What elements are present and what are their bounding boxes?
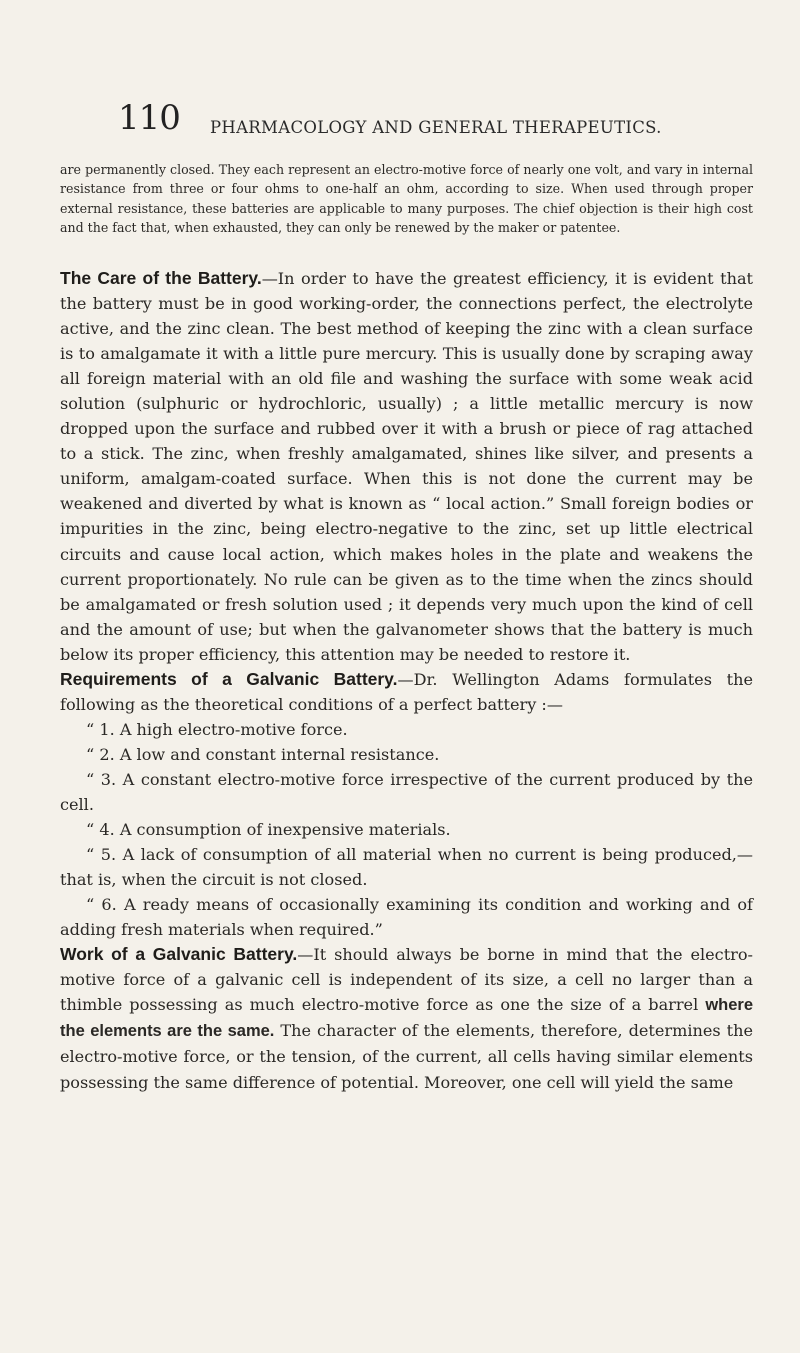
page-number: 110 — [118, 98, 180, 138]
work-emphasis: where the elements are the same. — [60, 996, 753, 1041]
work-text-after: The character of the elements, therefore, determines the electro-motive force, or the tension, of the current, all cells having similar elements possessing the same difference of potential. Moreover, one cell will yield the same — [60, 1021, 753, 1092]
requirement-item: “ 4. A consumption of inexpensive materials. — [86, 820, 451, 840]
running-head — [60, 0, 800, 140]
work-text-before: —It should always be borne in mind that the electro-motive force of a galvanic cell is independent of its size, a cell no larger than a thimble possessing as much electro-motive force as one the size of a barrel — [60, 945, 753, 1015]
requirements-heading: Requirements of a Galvanic Battery. — [60, 668, 398, 689]
requirements-text: —Dr. Wellington Adams formulates the following as the theoretical conditions of a perfect battery :— — [60, 669, 753, 714]
work-paragraph — [60, 942, 753, 1094]
main-text — [60, 266, 753, 1095]
requirement-item: “ 3. A constant electro-motive force irrespective of the current produced by the cell. — [60, 769, 753, 814]
requirement-item: “ 6. A ready means of occasionally examining its condition and working and of adding fresh materials when required.” — [60, 895, 753, 940]
requirement-item: “ 2. A low and constant internal resistance. — [86, 744, 440, 764]
running-title: PHARMACOLOGY AND GENERAL THERAPEUTICS. — [210, 118, 662, 137]
care-paragraph — [60, 266, 753, 667]
care-text: —In order to have the greatest efficiency, it is evident that the battery must be in good working-order, the connections perfect, the electrolyte active, and the zinc clean. The best method of keeping the zinc with a clean surface is to amalgamate it with a little pure mercury. This is usually done by scraping away all foreign material with an old file and washing the surface with some weak acid solution (sulphuric or hydrochloric, usually) ; a little metallic mercury is now dropped upon the surface and rubbed over it with a brush or piece of rag attached to a stick. The zinc, when freshly amalgamated, shines like silver, and presents a uniform, amalgam-coated surface. When this is not done the current may be weakened and diverted by what is known as “ local action.” Small foreign bodies or impurities in the zinc, being electro-negative to the zinc, set up little electrical circuits and cause local action, which makes holes in the plate and weakens the current proportionately. No rule can be given as to the time when the zincs should be amalgamated or fresh solution used ; it depends very much upon the kind of cell and the amount of use; but when the galvanometer shows that the battery is much below its proper efficiency, this attention may be needed to restore it. — [60, 269, 754, 664]
intro-paragraph: are permanently closed. They each represent an electro-motive force of nearly one volt, and vary in internal resistance from three or four ohms to one-half an ohm, according to size. When used through proper external resistance, these batteries are applicable to many purposes. The chief objection is their high cost and the fact that, when exhausted, they can only be renewed by the maker or patentee. — [60, 161, 753, 236]
requirements-paragraph — [60, 667, 753, 717]
requirement-item: “ 1. A high electro-motive force. — [86, 719, 348, 739]
work-heading: Work of a Galvanic Battery. — [60, 944, 298, 965]
care-heading: The Care of the Battery. — [60, 268, 262, 288]
requirement-item: “ 5. A lack of consumption of all material when no current is being produced,—that is, when the circuit is not closed. — [60, 845, 753, 890]
